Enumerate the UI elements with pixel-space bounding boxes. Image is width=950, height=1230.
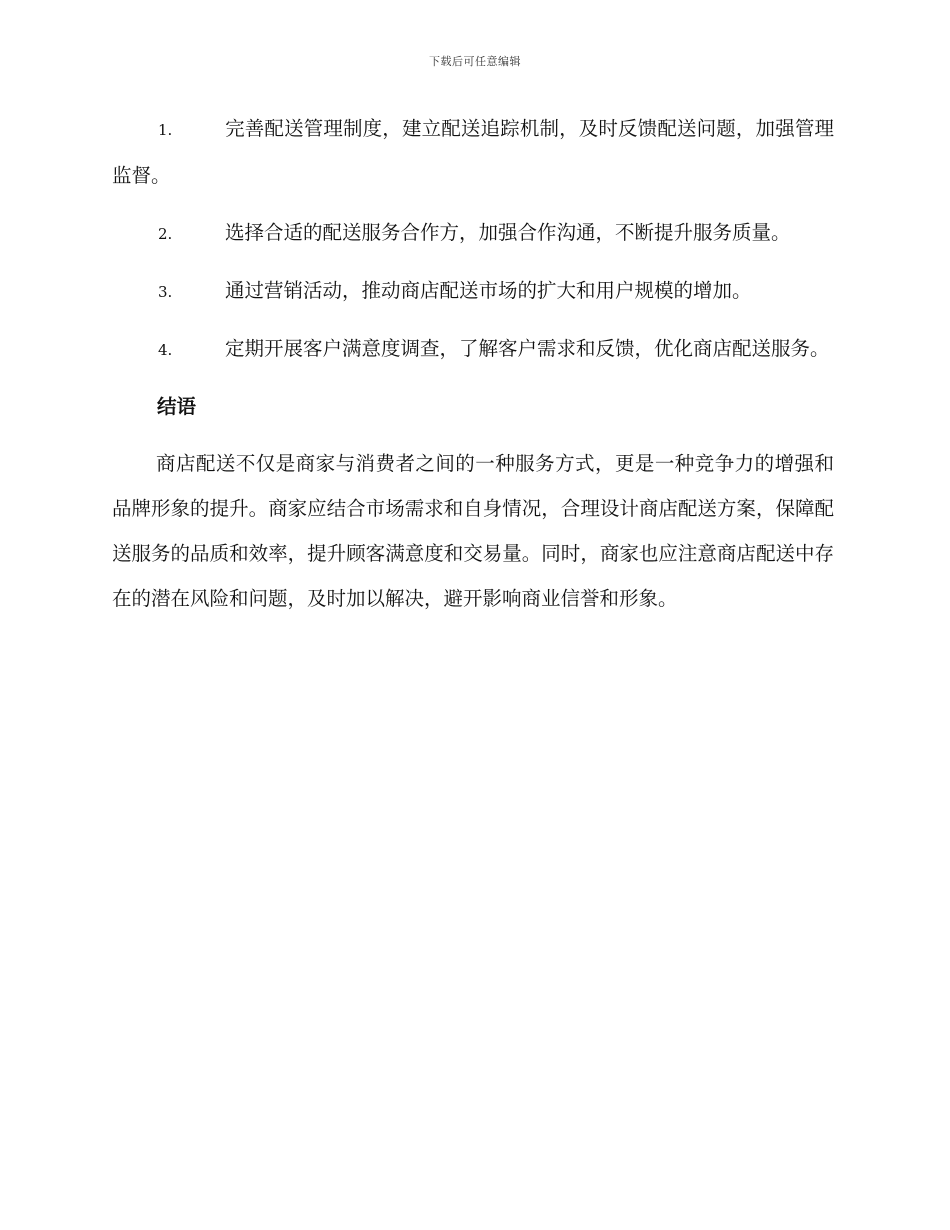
list-item-text: 完善配送管理制度，建立配送追踪机制，及时反馈配送问题，加强管理监督。 <box>112 117 834 187</box>
page-header: 下载后可任意编辑 <box>429 55 521 68</box>
section-heading: 结语 <box>157 395 197 418</box>
list-item-text: 通过营销活动，推动商店配送市场的扩大和用户规模的增加。 <box>225 279 752 302</box>
document-body <box>112 106 834 621</box>
list-item <box>112 210 834 257</box>
list-item-text: 定期开展客户满意度调查，了解客户需求和反馈，优化商店配送服务。 <box>225 337 830 360</box>
list-item-number: 1. <box>158 121 173 139</box>
conclusion-paragraph: 商店配送不仅是商家与消费者之间的一种服务方式，更是一种竞争力的增强和品牌形象的提升。商家应结合市场需求和自身情况，合理设计商店配送方案，保障配送服务的品质和效率，提升顾客满意度和交易量。同时，商家也应注意商店配送中存在的潜在风险和问题，及时加以解决，避开影响商业信誉和形象。 <box>112 452 834 610</box>
list-item <box>112 268 834 315</box>
list-item-number: 3. <box>158 283 173 301</box>
list-item-number: 4. <box>158 341 173 359</box>
list-item-text: 选择合适的配送服务合作方，加强合作沟通，不断提升服务质量。 <box>225 221 791 244</box>
list-item <box>112 106 834 199</box>
list-item <box>112 326 834 373</box>
list-item-number: 2. <box>158 225 173 243</box>
